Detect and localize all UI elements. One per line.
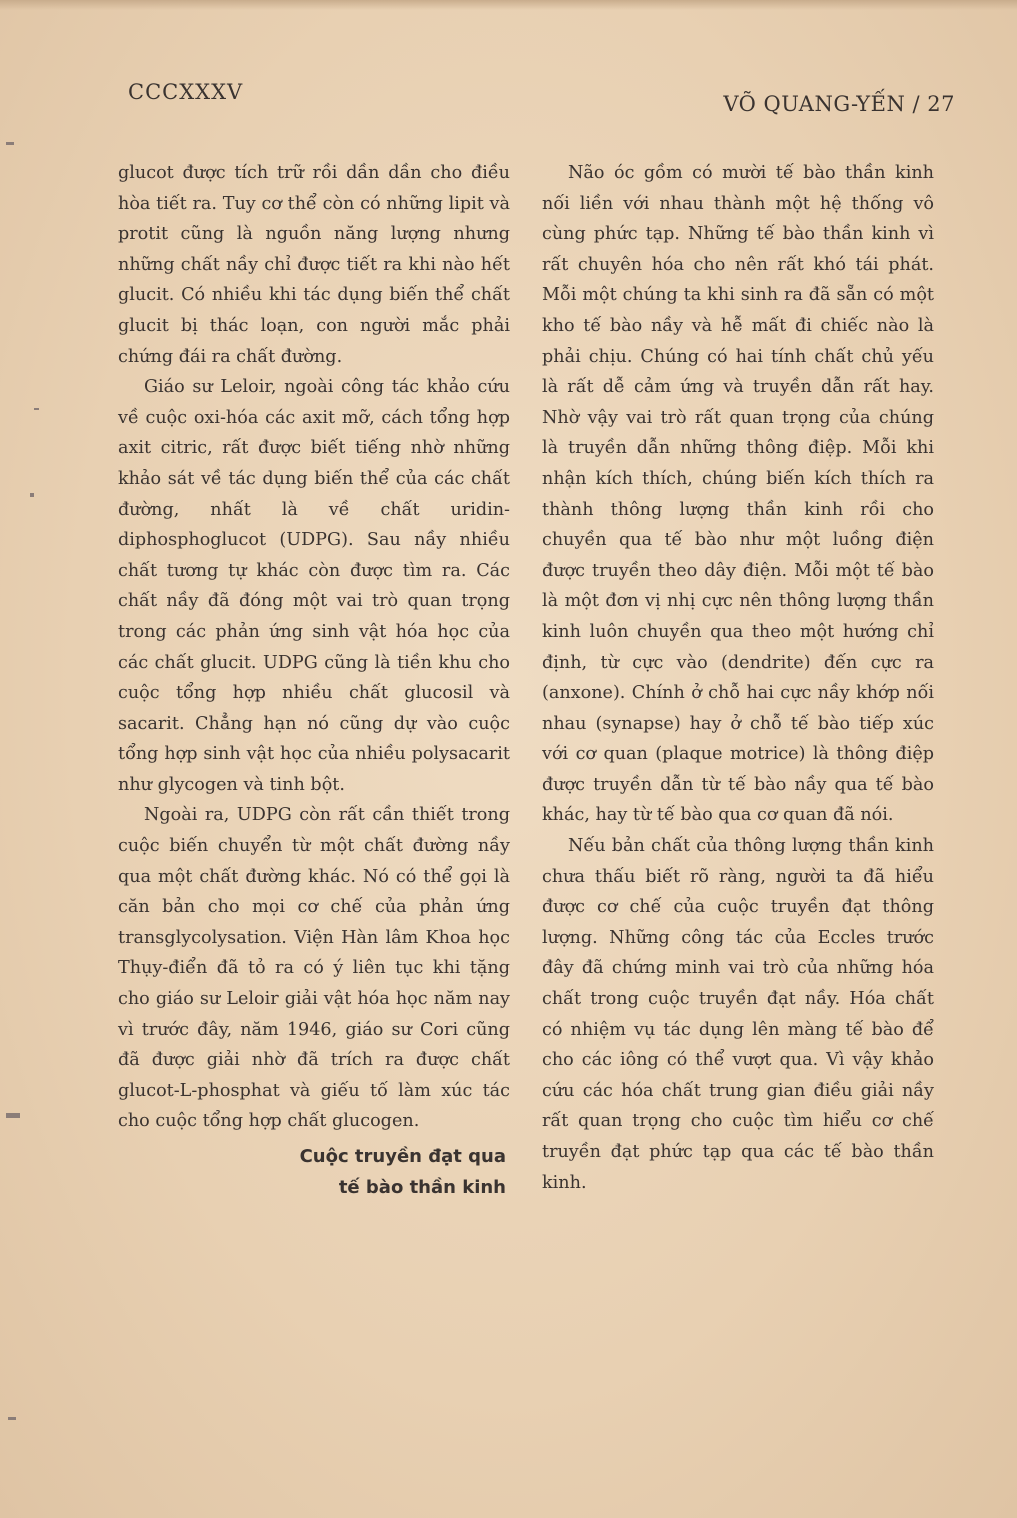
margin-mark [34, 408, 39, 410]
running-header: VÕ QUANG-YẾN / 27 [723, 92, 955, 116]
right-paragraph-2: Nếu bản chất của thông lượng thần kinh chưa thấu biết rõ ràng, người ta đã hiểu được cơ chế của cuộc truyền đạt thông lượng. Những công tác của Eccles trước đây đã chứng minh vai trò của những hóa chất trong cuộc truyền đạt nầy. Hóa chất có nhiệm vụ tác dụng lên màng tế bào để cho các iông có thể vượt qua. Vì vậy khảo cứu các hóa chất trung gian điều giải nầy rất quan trọng cho cuộc tìm hiểu cơ chế truyền đạt phức tạp qua các tế bào thần kinh. [542, 836, 934, 1193]
page-top-edge [0, 0, 1017, 10]
left-paragraph-3: Ngoài ra, UDPG còn rất cần thiết trong cuộc biến chuyển từ một chất đường nầy qua một chất đường khác. Nó có thể gọi là căn bản cho mọi cơ chế của phản ứng transglycolysation. Viện Hàn lâm Khoa học Thụy-điển đã tỏ ra có ý liên tục khi tặng cho giáo sư Leloir giải vật hóa học năm nay vì trước đây, năm 1946, giáo sư Cori cũng đã được giải nhờ đã trích ra được chất glucot-L-phosphat và giếu tố làm xúc tác cho cuộc tổng hợp chất glucogen. [118, 805, 510, 1132]
left-paragraph-1: glucot được tích trữ rồi dần dần cho điều hòa tiết ra. Tuy cơ thể còn có những lipit và protit cũng là nguồn năng lượng nhưng những chất nầy chỉ được tiết ra khi nào hết glucit. Có nhiều khi tác dụng biến thể chất glucit bị thác loạn, con người mắc phải chứng đái ra chất đường. [118, 163, 510, 367]
right-column [542, 158, 934, 1198]
left-paragraph-2: Giáo sư Leloir, ngoài công tác khảo cứu về cuộc oxi-hóa các axit mỡ, cách tổng hợp axit citric, rất được biết tiếng nhờ những khảo sát về tác dụng biến thể của các chất đường, nhất là về chất uridin-diphosphoglucot (UDPG). Sau nầy nhiều chất tương tự khác còn được tìm ra. Các chất nầy đã đóng một vai trò quan trọng trong các phản ứng sinh vật hóa học của các chất glucit. UDPG cũng là tiền khu cho cuộc tổng hợp nhiều chất glucosil và sacarit. Chẳng hạn nó cũng dự vào cuộc tổng hợp sinh vật học của nhiều polysacarit như glycogen và tinh bột. [118, 377, 510, 795]
margin-mark [6, 1113, 20, 1118]
margin-mark [30, 493, 34, 497]
margin-mark [8, 1417, 16, 1420]
section-title [118, 1141, 510, 1203]
margin-mark [6, 142, 14, 145]
section-title-line-2: tế bào thần kinh [338, 1177, 506, 1198]
issue-number: CCCXXXV [128, 80, 244, 104]
section-title-line-1: Cuộc truyền đạt qua [299, 1146, 506, 1167]
left-column [118, 158, 510, 1203]
right-paragraph-1: Não óc gồm có mười tế bào thần kinh nối liền với nhau thành một hệ thống vô cùng phức tạp. Những tế bào thần kinh vì rất chuyên hóa cho nên rất khó tái phát. Mỗi một chúng ta khi sinh ra đã sẵn có một kho tế bào nầy và hễ mất đi chiếc nào là phải chịu. Chúng có hai tính chất chủ yếu là rất dễ cảm ứng và truyền dẫn rất hay. Nhờ vậy vai trò rất quan trọng của chúng là truyền dẫn những thông điệp. Mỗi khi nhận kích thích, chúng biến kích thích ra thành thông lượng thần kinh rồi cho chuyền qua tế bào như một luồng điện được truyền theo dây điện. Mỗi một tế bào là một đơn vị nhị cực nên thông lượng thần kinh luôn chuyền qua theo một hướng chỉ định, từ cực vào (dendrite) đến cực ra (anxone). Chính ở chỗ hai cực nầy khớp nối nhau (synapse) hay ở chỗ tế bào tiếp xúc với cơ quan (plaque motrice) là thông điệp được truyền dẫn từ tế bào nầy qua tế bào khác, hay từ tế bào qua cơ quan đã nói. [542, 163, 934, 826]
